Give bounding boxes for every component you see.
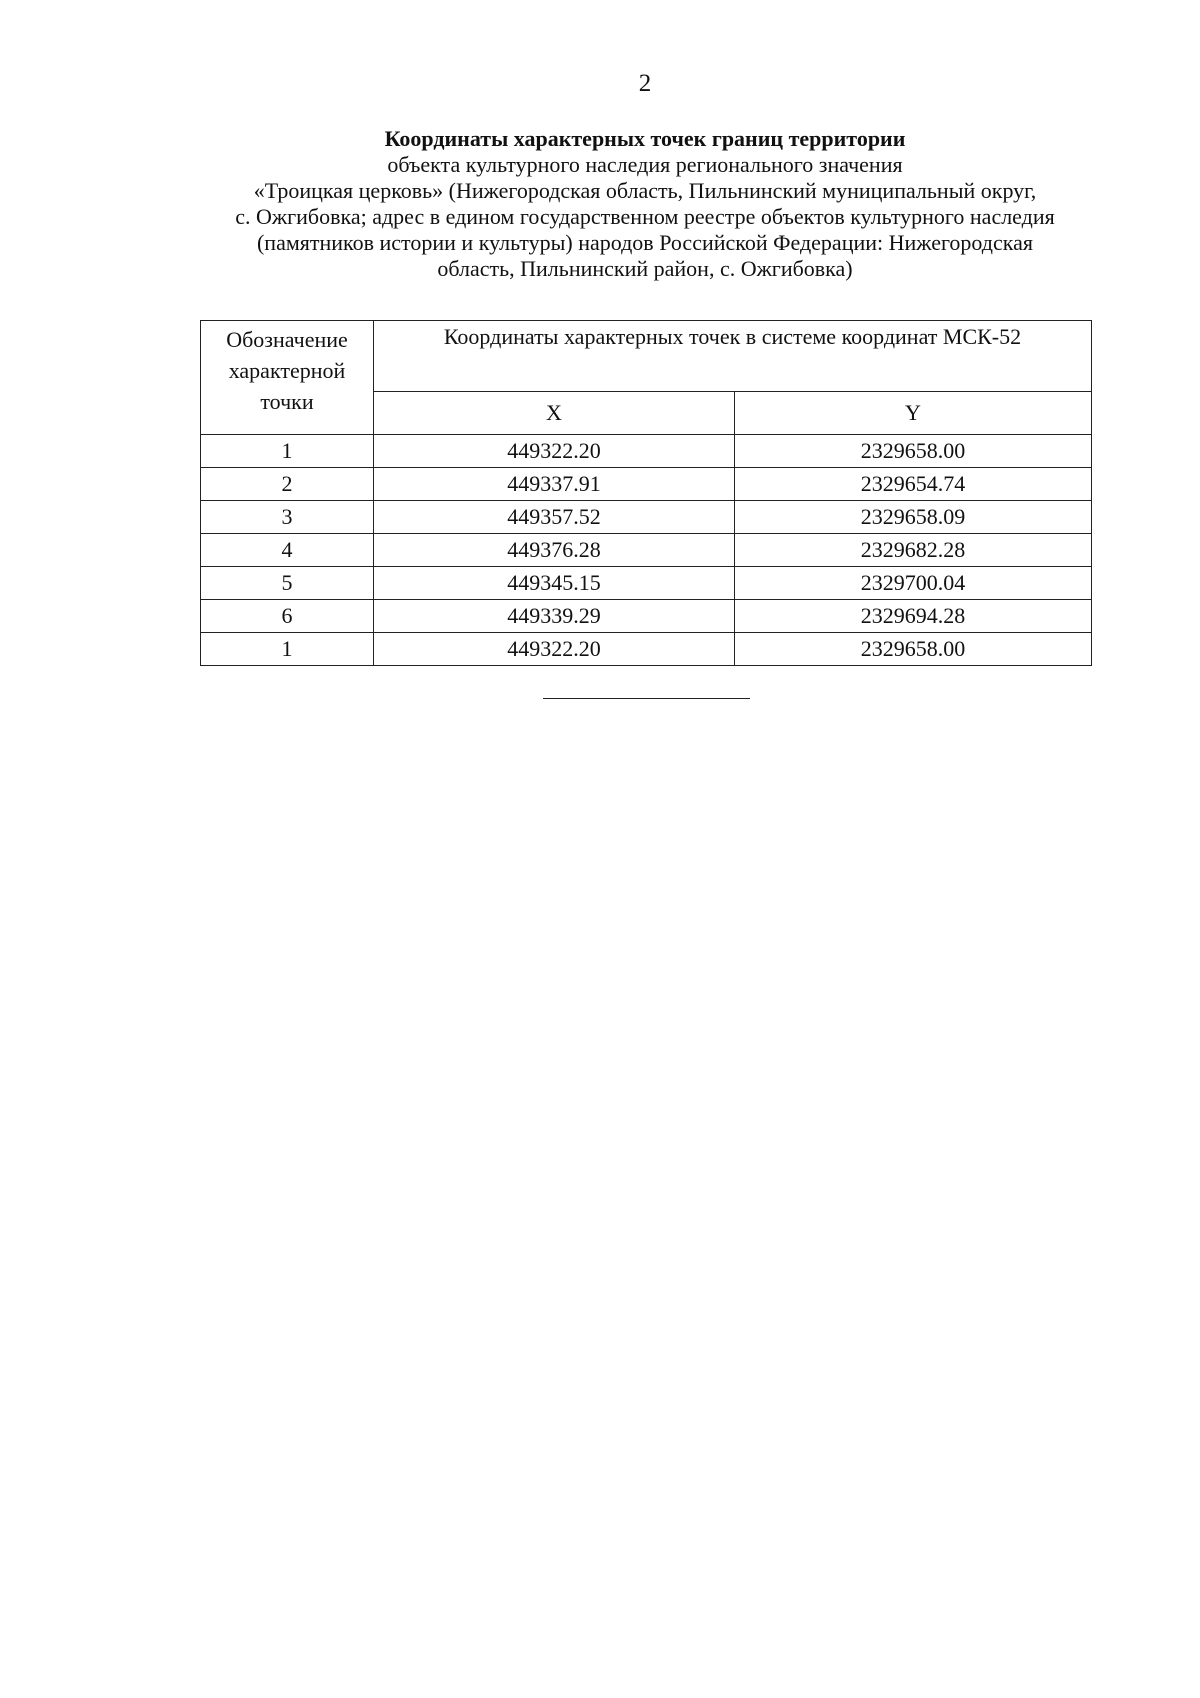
heading-line: объекта культурного наследия регионального значения (387, 152, 903, 177)
cell-point: 5 (201, 567, 374, 600)
cell-x: 449357.52 (374, 501, 735, 534)
header-point-line: характерной (228, 358, 346, 383)
table-row (201, 534, 1092, 567)
header-y: Y (735, 392, 1092, 435)
heading-line: область, Пильнинский район, с. Ожгибовка) (437, 256, 853, 281)
cell-point: 6 (201, 600, 374, 633)
table-row (201, 435, 1092, 468)
cell-y: 2329658.09 (735, 501, 1092, 534)
cell-y: 2329700.04 (735, 567, 1092, 600)
table-row (201, 501, 1092, 534)
table-row (201, 468, 1092, 501)
cell-x: 449345.15 (374, 567, 735, 600)
cell-point: 3 (201, 501, 374, 534)
cell-y: 2329658.00 (735, 435, 1092, 468)
header-point-line: Обозначение (226, 327, 348, 352)
cell-y: 2329682.28 (735, 534, 1092, 567)
heading-line: с. Ожгибовка; адрес в едином государственном реестре объектов культурного наследия (235, 204, 1055, 229)
cell-x: 449339.29 (374, 600, 735, 633)
cell-x: 449322.20 (374, 633, 735, 666)
end-separator-line (543, 698, 750, 699)
cell-point: 1 (201, 633, 374, 666)
heading-line: (памятников истории и культуры) народов Российской Федерации: Нижегородская (256, 230, 1033, 255)
heading-title: Координаты характерных точек границ территории (384, 126, 906, 151)
cell-y: 2329694.28 (735, 600, 1092, 633)
table-header-row (201, 321, 1092, 392)
cell-point: 4 (201, 534, 374, 567)
cell-point: 1 (201, 435, 374, 468)
cell-y: 2329658.00 (735, 633, 1092, 666)
header-coordinate-system: Координаты характерных точек в системе координат МСК-52 (374, 321, 1092, 392)
coordinates-table (200, 320, 1092, 666)
table-row (201, 567, 1092, 600)
cell-x: 449337.91 (374, 468, 735, 501)
header-x: X (374, 392, 735, 435)
table-row (201, 600, 1092, 633)
header-point-designation (201, 321, 374, 435)
document-heading (170, 126, 1120, 282)
table-row (201, 633, 1092, 666)
header-point-line: точки (260, 389, 314, 414)
cell-x: 449376.28 (374, 534, 735, 567)
cell-point: 2 (201, 468, 374, 501)
cell-y: 2329654.74 (735, 468, 1092, 501)
cell-x: 449322.20 (374, 435, 735, 468)
page-number: 2 (638, 70, 652, 97)
heading-line: «Троицкая церковь» (Нижегородская область, Пильнинский муниципальный округ, (253, 178, 1037, 203)
